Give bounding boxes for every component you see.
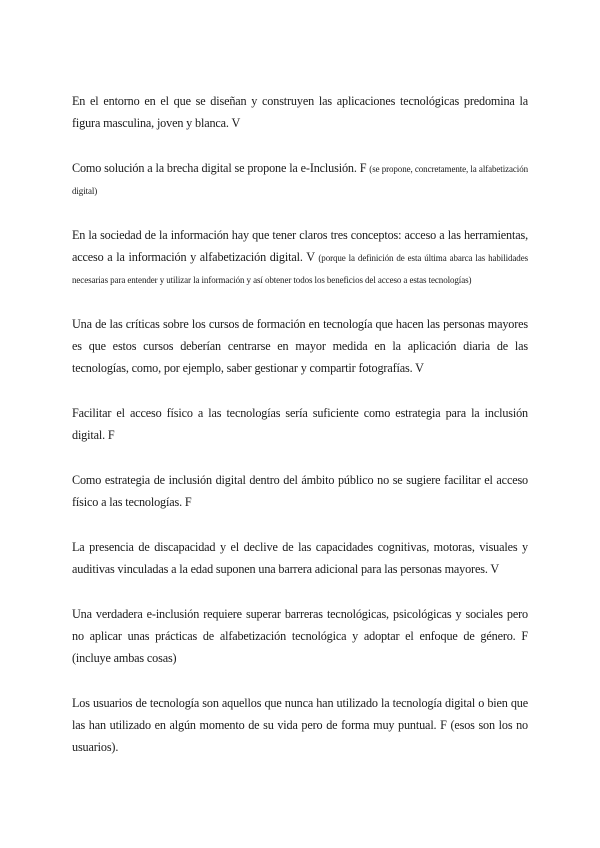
statement-note: (se propone, concretamente, la alfabetización digital) — [72, 164, 528, 196]
statements-list — [72, 90, 528, 781]
statement-text: Una verdadera e-inclusión requiere superar barreras tecnológicas, psicológicas y sociales pero no aplicar unas prácticas de alfabetización tecnológica y adoptar el enfoque de género. F (incluye ambas cosas) — [72, 607, 528, 665]
statement-3 — [72, 224, 528, 290]
statement-note: (porque la definición de esta última abarca las habilidades necesarias para entender y utilizar la información y así obtener todos los beneficios del acceso a estas tecnologías) — [72, 253, 528, 285]
statement-text: Como solución a la brecha digital se propone la e-Inclusión. F — [72, 161, 370, 175]
statement-text: Una de las críticas sobre los cursos de formación en tecnología que hacen las personas mayores es que estos cursos deberían centrarse en mayor medida en la aplicación diaria de las tecnologías, como, por ejemplo, saber gestionar y compartir fotografías. V — [72, 317, 528, 375]
statement-1 — [72, 90, 528, 134]
statement-6 — [72, 469, 528, 513]
statement-text: Los usuarios de tecnología son aquellos que nunca han utilizado la tecnología digital o bien que las han utilizado en algún momento de su vida pero de forma muy puntual. F (esos son los no usuarios). — [72, 696, 528, 754]
statement-5 — [72, 402, 528, 446]
statement-7 — [72, 536, 528, 580]
statement-text: En la sociedad de la información hay que tener claros tres conceptos: acceso a las herramientas, acceso a la información y alfabetización digital. V — [72, 228, 528, 264]
statement-9 — [72, 692, 528, 758]
statement-8 — [72, 603, 528, 669]
statement-text: La presencia de discapacidad y el declive de las capacidades cognitivas, motoras, visuales y auditivas vinculadas a la edad suponen una barrera adicional para las personas mayores. V — [72, 540, 528, 576]
statement-text: Como estrategia de inclusión digital dentro del ámbito público no se sugiere facilitar el acceso físico a las tecnologías. F — [72, 473, 528, 509]
statement-2 — [72, 157, 528, 201]
statement-text: En el entorno en el que se diseñan y construyen las aplicaciones tecnológicas predomina la figura masculina, joven y blanca. V — [72, 94, 528, 130]
statement-text: Facilitar el acceso físico a las tecnologías sería suficiente como estrategia para la inclusión digital. F — [72, 406, 528, 442]
statement-4 — [72, 313, 528, 379]
